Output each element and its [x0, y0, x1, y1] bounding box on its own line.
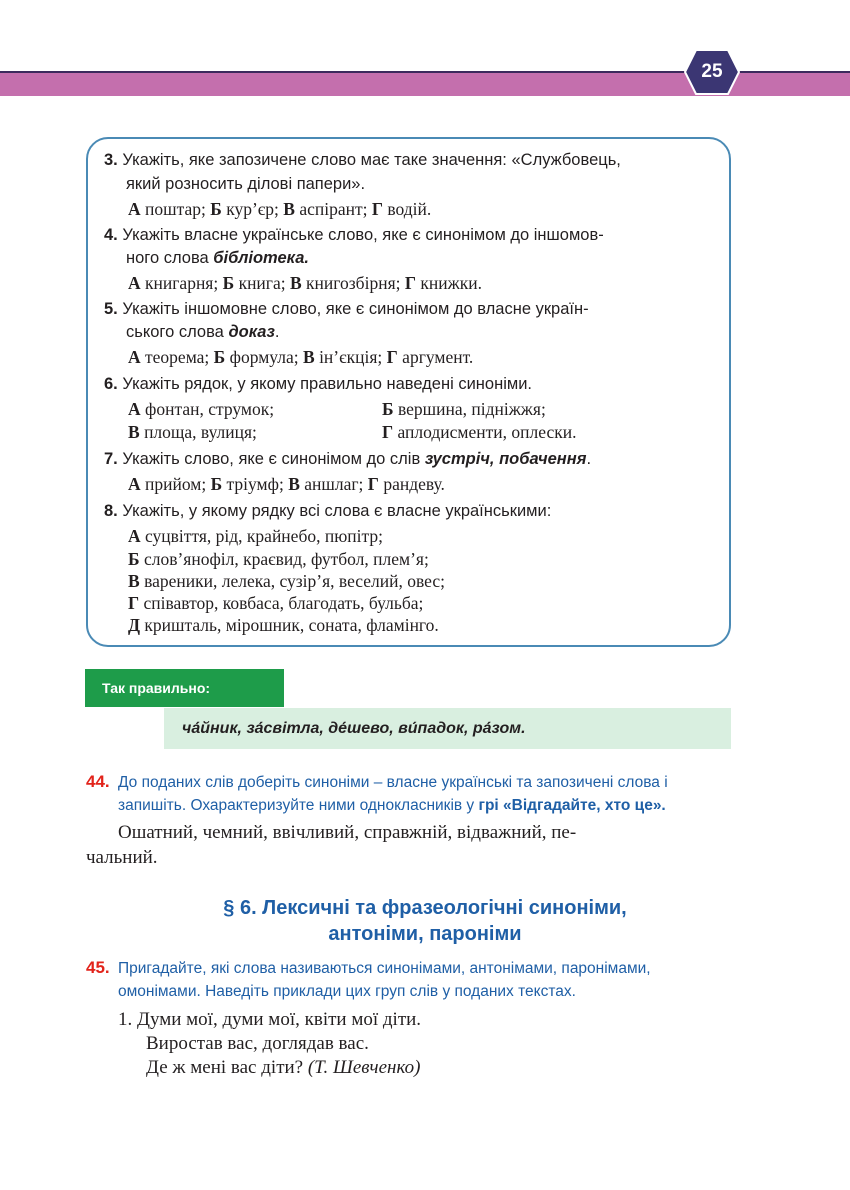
question-4-line2: ного слова бібліотека. — [126, 249, 309, 267]
question-5: 5. Укажіть іншомовне слово, яке є синонімом до власне україн- — [104, 300, 589, 318]
task-44-words-line2: чальний. — [86, 847, 158, 868]
task-45-line2: омонімами. Наведіть приклади цих груп слів у поданих текстах. — [118, 983, 576, 1000]
task-44-line1: До поданих слів доберіть синоніми – власне українські та запозичені слова і — [118, 774, 668, 791]
correct-label: Так правильно: — [85, 669, 284, 707]
task-45-line1: Пригадайте, які слова називаються синонімами, антонімами, паронімами, — [118, 960, 651, 977]
question-8: 8. Укажіть, у якому рядку всі слова є власне українськими: — [104, 502, 552, 520]
question-8-answer-c: В вареники, лелека, сузір’я, веселий, овес; — [128, 571, 445, 591]
poem-author: (Т. Шевченко) — [307, 1057, 421, 1078]
question-6-answer-a: А фонтан, струмок; — [128, 399, 275, 419]
poem-line2: Виростав вас, доглядав вас. — [146, 1033, 369, 1054]
question-6-answer-b: Б вершина, підніжжя; — [382, 399, 546, 419]
question-6: 6. Укажіть рядок, у якому правильно наведені синоніми. — [104, 375, 533, 393]
question-3-line2: який розносить ділові папери». — [126, 175, 366, 193]
question-3-answers: А поштар; Б кур’єр; В аспірант; Г водій. — [128, 199, 432, 219]
question-8-answer-b: Б слов’янофіл, краєвид, футбол, плем’я; — [128, 549, 429, 569]
question-5-line2: ського слова доказ. — [126, 323, 280, 341]
poem-line1: 1. Думи мої, думи мої, квіти мої діти. — [118, 1009, 422, 1030]
task-45-number: 45. — [86, 958, 110, 977]
section-heading-line2: антоніми, пароніми — [328, 923, 522, 945]
question-7: 7. Укажіть слово, яке є синонімом до слів зустріч, побачення. — [104, 450, 592, 468]
poem-line3: Де ж мені вас діти? (Т. Шевченко) — [146, 1057, 421, 1078]
task-44-number: 44. — [86, 772, 110, 791]
question-4: 4. Укажіть власне українське слово, яке є синонімом до іншомов- — [104, 226, 604, 244]
question-6-answer-c: В площа, вулиця; — [128, 422, 257, 442]
question-6-answer-d: Г аплодисменти, оплески. — [382, 422, 577, 442]
question-3: 3. Укажіть, яке запозичене слово має таке значення: «Службовець, — [104, 151, 621, 169]
task-44-words-line1: Ошатний, чемний, ввічливий, справжній, відважний, пе- — [118, 822, 577, 843]
question-8-answer-e: Д кришталь, мірошник, соната, фламінго. — [128, 615, 439, 635]
correct-words: ча́йник, за́світла, де́шево, ви́падок, ра́зом. — [164, 708, 731, 749]
question-8-answer-a: А суцвіття, рід, крайнебо, пюпітр; — [128, 526, 383, 546]
question-4-answers: А книгарня; Б книга; В книгозбірня; Г книжки. — [128, 273, 482, 293]
section-heading-line1: § 6. Лексичні та фразеологічні синоніми, — [223, 897, 627, 919]
question-7-answers: А прийом; Б тріумф; В аншлаг; Г рандеву. — [128, 474, 445, 494]
task-44-line2: запишіть. Охарактеризуйте ними однокласників у грі «Відгадайте, хто це». — [118, 797, 666, 814]
question-5-answers: А теорема; Б формула; В ін’єкція; Г аргумент. — [128, 347, 474, 367]
question-8-answer-d: Г співавтор, ковбаса, благодать, бульба; — [128, 593, 424, 613]
page-number: 25 — [701, 61, 723, 82]
